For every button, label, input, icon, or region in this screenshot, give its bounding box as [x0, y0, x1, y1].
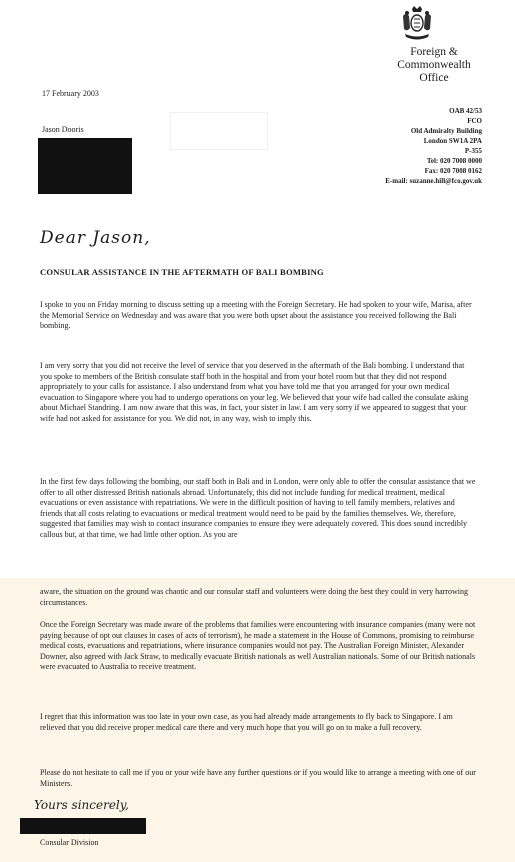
salutation-handwritten: Dear Jason, [40, 228, 151, 248]
closing-handwritten: Yours sincerely, [34, 798, 129, 812]
paragraph-4: Once the Foreign Secretary was made aware of the problems that families were encountering with insurance companies (many were not paying because of opt out clauses in cases of acts of terrorism), he made a statement in the House of Commons, promising to reimburse medical costs, evacuations and repatriations, where insurance companies would not pay. The Australian Foreign Minister, Alexander Downer, also agreed with Jack Straw, to medically evacuate British nationals as well Australian nationals. Some of our British nationals were evacuated to Australia to receive treatment. [40, 620, 476, 672]
org-line-3: Office [419, 72, 449, 84]
paragraph-1: I spoke to you on Friday morning to discuss setting up a meeting with the Foreign Secretary. He had spoken to your wife, Marisa, after the Memorial Service on Wednesday and was aware that you were both upset about the assistance you received following the Bali bombing. [40, 300, 472, 331]
letter-subject: CONSULAR ASSISTANCE IN THE AFTERMATH OF BALI BOMBING [40, 267, 324, 277]
reference-code: OAB 42/53 [449, 107, 482, 115]
email: E-mail: suzanne.hill@fco.gov.uk [385, 177, 482, 185]
recipient-name: Jason Dooris [42, 125, 84, 134]
paragraph-3-part-2: aware, the situation on the ground was chaotic and our consular staff and volunteers were doing the best they could in very harrowing circumstances. [40, 587, 468, 607]
paragraph-6: Please do not hesitate to call me if you or your wife have any further questions or if you would like to arrange a meeting with one of our Ministers. [40, 768, 476, 788]
paragraph-3-part-1: In the first few days following the bombing, our staff both in Bali and in London, were only able to offer the consular assistance that we offer to all other distressed British nationals abroad. Unfortunately, this did not include funding for medical treatment, medical evacuations or even assistance with repatriations. We were in the difficult position of having to tell family members, relatives and friends that all costs relating to evacuations or medical treatment would need to be paid by the families themselves. We, therefore, suggested that families may wish to contact insurance companies to ensure they were adequately covered. This does sound incredibly callous but, at that time, we had little other option. As you are [40, 477, 476, 539]
redacted-address [38, 138, 132, 194]
room-code: P-355 [464, 147, 482, 155]
paragraph-2: I am very sorry that you did not receive the level of service that you deserved in the aftermath of the Bali bombing. I understand that you spoke to members of the British consulate staff both in the hospital and from your hotel room but that they did not respond appropriately to your calls for assistance. I also understand from what you have told me that you arranged for your own medical evacuation to Singapore where you had to undergo operations on your leg. We believed that your wife had called the consulate asking about Michael Standring. I am now aware that this was, in fact, your sister in law. I am very sorry if we appeared to suggest that your wife had not asked for assistance for you. We did not, in any way, wish to imply this. [40, 361, 469, 423]
royal-crest-icon [400, 6, 434, 42]
address-cover-box [170, 112, 268, 150]
org-line-1: Foreign & [410, 46, 458, 58]
signatory-division: Consular Division [40, 838, 99, 847]
redacted-signature [20, 818, 146, 834]
fax: Fax: 020 7008 0162 [424, 167, 482, 175]
letterhead-address [360, 106, 482, 186]
org-line-2: Commonwealth [397, 59, 471, 71]
building-name: Old Admiralty Building [410, 127, 482, 135]
letterhead-organisation [388, 46, 480, 85]
letter-date: 17 February 2003 [42, 89, 99, 98]
city-postcode: London SW1A 2PA [423, 137, 482, 145]
telephone: Tel: 020 7008 0000 [426, 157, 482, 165]
paragraph-5: I regret that this information was too late in your own case, as you had already made arrangements to fly back to Singapore. I am relieved that you did receive proper medical care there and very much hope that you will go on to make a full recovery. [40, 712, 453, 732]
unit-name: FCO [467, 117, 482, 125]
